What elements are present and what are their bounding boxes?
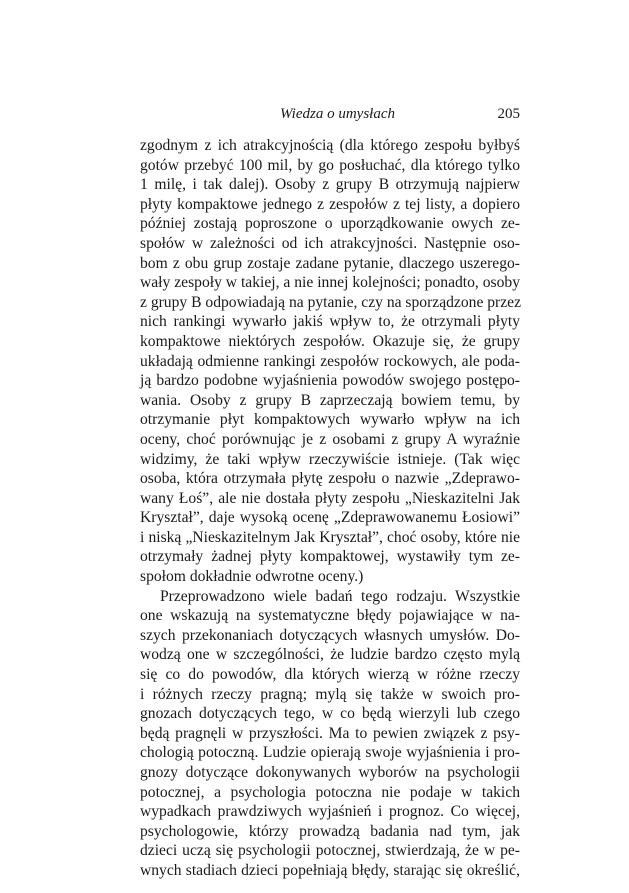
text-line: i różnych rzeczy pragną; mylą się także w swoich pro- xyxy=(140,685,520,703)
text-line: wypadkach prawdziwych wyjaśnień i prognoz. Co więcej, xyxy=(140,803,520,821)
text-line: wodzą one w szczególności, że ludzie bardzo często mylą xyxy=(140,646,520,664)
text-line: Kryształ”, daje wysoką ocenę „Zdeprawowanemu Łosiowi” xyxy=(140,509,520,527)
text-line: wany Łoś”, ale nie dostała płyty zespołu „Nieskazitelni Jak xyxy=(140,489,520,507)
text-line: społów w zależności od ich atrakcyjności. Następnie oso- xyxy=(140,234,520,252)
text-line: płyty kompaktowe jednego z zespołów z tej listy, a dopiero xyxy=(140,195,520,213)
text-line: gnozy dotyczące dokonywanych wyborów na psychologii xyxy=(140,764,520,781)
text-line: 1 milę, i tak dalej). Osoby z grupy B otrzymują najpierw xyxy=(140,176,520,194)
text-line: Przeprowadzono wiele badań tego rodzaju. Wszystkie xyxy=(160,587,520,605)
text-line: chologią potoczną. Ludzie opierają swoje wyjaśnienia i pro- xyxy=(140,744,520,762)
text-line: nich rankingi wywarło jakiś wpływ to, że otrzymali płyty xyxy=(140,313,520,331)
text-line: wania. Osoby z grupy B zaprzeczają bowiem temu, by xyxy=(140,391,520,409)
text-line: kompaktowe niektórych zespołów. Okazuje się, że grupy xyxy=(140,332,520,350)
text-line: później zostają poproszone o uporządkowanie owych ze- xyxy=(140,215,520,233)
text-line: otrzymały żadnej płyty kompaktowej, wystawiły tym ze- xyxy=(140,548,520,566)
page-number: 205 xyxy=(497,106,520,122)
text-line: gotów przebyć 100 mil, by go posłuchać, dla którego tylko xyxy=(140,156,520,174)
text-line: osoba, która otrzymała płytę zespołu o nazwie „Zdeprawo- xyxy=(140,470,520,488)
text-line: wały zespoły w takiej, a nie innej kolejności; ponadto, osoby xyxy=(140,274,520,292)
text-line: układają odmienne rankingi zespołów rockowych, ale poda- xyxy=(140,352,520,370)
text-line: gnozach dotyczących tego, w co będą wierzyli lub czego xyxy=(140,705,520,723)
text-line: oceny, choć porównując je z osobami z grupy A wyraźnie xyxy=(140,430,520,448)
text-line: potocznej, a psychologia potoczna nie podaje w takich xyxy=(140,783,520,801)
text-line: widzimy, że taki wpływ rzeczywiście istnieje. (Tak więc xyxy=(140,450,520,468)
text-line: zgodnym z ich atrakcyjnością (dla którego zespołu byłbyś xyxy=(140,137,520,154)
text-line: one wskazują na systematyczne błędy pojawiające w na- xyxy=(140,607,520,625)
text-line: otrzymanie płyt kompaktowych wywarło wpływ na ich xyxy=(140,411,520,429)
running-head xyxy=(140,104,520,124)
body-text xyxy=(140,136,520,881)
text-line: społom dokładnie odwrotne oceny.) xyxy=(140,568,364,586)
text-line: dzieci uczą się psychologii potocznej, stwierdzają, że w pe- xyxy=(140,842,520,860)
text-line: ją bardzo podobne wyjaśnienia powodów swojego postępo- xyxy=(140,372,520,390)
text-line: i niską „Nieskazitelnym Jak Kryształ”, choć osoby, które nie xyxy=(140,528,520,546)
text-line: wnych stadiach dzieci popełniają błędy, starając się określić, xyxy=(140,861,520,879)
text-line: się co do powodów, dla których wierzą w różne rzeczy xyxy=(140,666,520,684)
running-title: Wiedza o umysłach xyxy=(280,106,395,122)
text-line: psychologowie, którzy prowadzą badania nad tym, jak xyxy=(140,822,520,840)
text-line: szych przekonaniach dotyczących własnych umysłów. Do- xyxy=(140,626,520,644)
text-line: z grupy B odpowiadają na pytanie, czy na sporządzone przez xyxy=(140,293,522,311)
paragraph xyxy=(140,587,520,881)
text-line: bom z obu grup zostaje zadane pytanie, dlaczego uszerego- xyxy=(140,254,520,272)
text-line: będą pragnęli w przyszłości. Ma to pewien związek z psy- xyxy=(140,724,520,742)
paragraph xyxy=(140,136,520,587)
